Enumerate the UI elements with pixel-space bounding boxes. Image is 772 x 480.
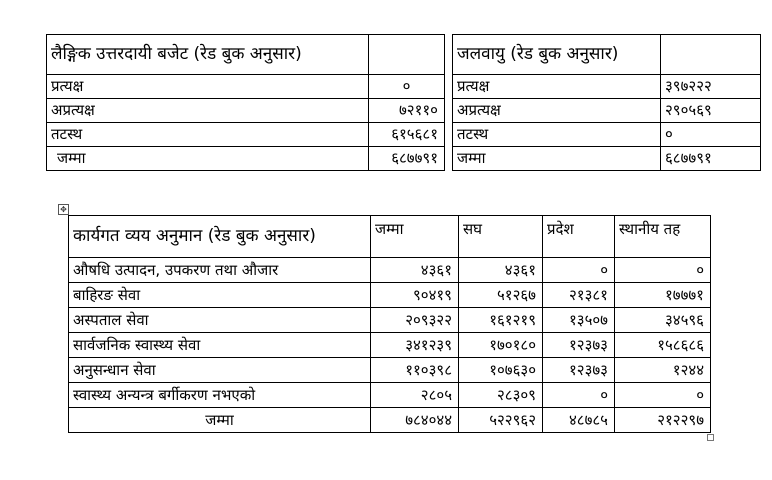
cell-total[interactable]: ९०४१९ [371, 283, 459, 308]
table-header-row [453, 35, 761, 75]
functional-budget-title[interactable]: कार्यगत व्यय अनुमान (रेड बुक अनुसार) [69, 216, 371, 258]
cell-total[interactable]: ११०३९८ [371, 358, 459, 383]
cell-local[interactable]: ० [615, 383, 711, 408]
row-value[interactable]: ६१५६८१ [369, 123, 445, 147]
cell-federal[interactable]: ४३६१ [459, 258, 543, 283]
table-row [69, 308, 711, 333]
table-total-row [47, 147, 445, 171]
row-value[interactable]: ० [661, 123, 761, 147]
climate-budget-title[interactable]: जलवायु (रेड बुक अनुसार) [453, 35, 661, 75]
cell-federal[interactable]: १६१२१९ [459, 308, 543, 333]
col-header-local[interactable]: स्थानीय तह [615, 216, 711, 258]
cell-federal[interactable]: १०७६३० [459, 358, 543, 383]
cell-local[interactable]: १७७७१ [615, 283, 711, 308]
cell-province[interactable]: १२३७३ [543, 333, 615, 358]
total-cell-local[interactable]: २१२२९७ [615, 408, 711, 433]
row-label[interactable]: अप्रत्यक्ष [453, 99, 661, 123]
total-cell-province[interactable]: ४८७८५ [543, 408, 615, 433]
table-row [453, 123, 761, 147]
col-header-federal[interactable]: सघ [459, 216, 543, 258]
cell-province[interactable]: २१३८१ [543, 283, 615, 308]
table-header-row [47, 35, 445, 75]
table-move-handle-icon[interactable]: ✥ [58, 204, 69, 215]
row-value[interactable]: ३९७२२२ [661, 75, 761, 99]
functional-budget-table [68, 215, 711, 433]
row-label[interactable]: प्रत्यक्ष [47, 75, 369, 99]
table-row [69, 383, 711, 408]
table-total-row [453, 147, 761, 171]
gender-budget-table [46, 34, 445, 171]
table-row [453, 99, 761, 123]
cell-federal[interactable]: २८३०९ [459, 383, 543, 408]
table-resize-handle[interactable] [707, 434, 714, 441]
total-label[interactable]: जम्मा [453, 147, 661, 171]
row-value[interactable]: २९०५६९ [661, 99, 761, 123]
total-value[interactable]: ६८७७९१ [661, 147, 761, 171]
row-label[interactable]: अनुसन्धान सेवा [69, 358, 371, 383]
empty-cell[interactable] [661, 35, 761, 75]
row-label[interactable]: अस्पताल सेवा [69, 308, 371, 333]
table-total-row [69, 408, 711, 433]
cell-federal[interactable]: ५१२६७ [459, 283, 543, 308]
cell-local[interactable]: ० [615, 258, 711, 283]
cell-total[interactable]: २८०५ [371, 383, 459, 408]
table-row [69, 333, 711, 358]
cell-total[interactable]: २०९३२२ [371, 308, 459, 333]
cell-local[interactable]: १२४४ [615, 358, 711, 383]
cell-local[interactable]: ३४५९६ [615, 308, 711, 333]
row-label[interactable]: औषधि उत्पादन, उपकरण तथा औजार [69, 258, 371, 283]
cell-federal[interactable]: १७०१८० [459, 333, 543, 358]
col-header-province[interactable]: प्रदेश [543, 216, 615, 258]
col-header-total[interactable]: जम्मा [371, 216, 459, 258]
empty-cell[interactable] [369, 35, 445, 75]
cell-province[interactable]: १३५०७ [543, 308, 615, 333]
total-cell-total[interactable]: ७८४०४४ [371, 408, 459, 433]
row-label[interactable]: प्रत्यक्ष [453, 75, 661, 99]
table-row [47, 99, 445, 123]
row-label[interactable]: बाहिरङ सेवा [69, 283, 371, 308]
table-row [69, 258, 711, 283]
row-value[interactable]: ० [369, 75, 445, 99]
table-row [69, 283, 711, 308]
row-label[interactable]: तटस्थ [453, 123, 661, 147]
cell-total[interactable]: ३४१२३९ [371, 333, 459, 358]
cell-province[interactable]: ० [543, 383, 615, 408]
total-label[interactable]: जम्मा [69, 408, 371, 433]
cell-province[interactable]: ० [543, 258, 615, 283]
table-row [69, 358, 711, 383]
row-value[interactable]: ७२११० [369, 99, 445, 123]
gender-budget-title[interactable]: लैङ्गिक उत्तरदायी बजेट (रेड बुक अनुसार) [47, 35, 369, 75]
row-label[interactable]: तटस्थ [47, 123, 369, 147]
table-row [47, 123, 445, 147]
row-label[interactable]: सार्वजनिक स्वास्थ्य सेवा [69, 333, 371, 358]
cell-local[interactable]: १५८६८६ [615, 333, 711, 358]
cell-province[interactable]: १२३७३ [543, 358, 615, 383]
table-row [453, 75, 761, 99]
total-cell-federal[interactable]: ५२२९६२ [459, 408, 543, 433]
table-row [47, 75, 445, 99]
total-value[interactable]: ६८७७९१ [369, 147, 445, 171]
total-label[interactable]: जम्मा [47, 147, 369, 171]
row-label[interactable]: अप्रत्यक्ष [47, 99, 369, 123]
cell-total[interactable]: ४३६१ [371, 258, 459, 283]
row-label[interactable]: स्वास्थ्य अन्यन्त्र बर्गीकरण नभएको [69, 383, 371, 408]
table-header-row [69, 216, 711, 258]
climate-budget-table [452, 34, 761, 171]
